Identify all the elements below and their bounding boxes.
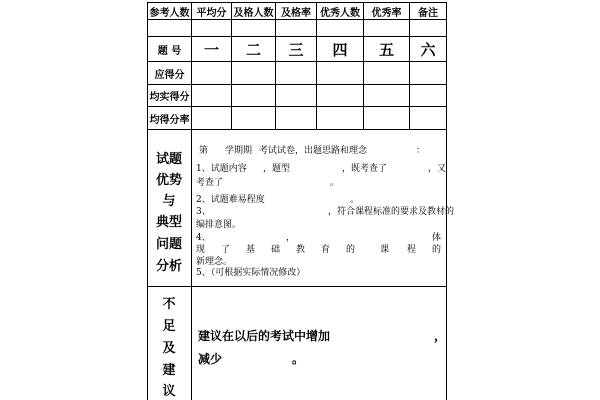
- analysis-text: ，: [286, 233, 296, 243]
- analysis-text: ，符合课程标准的要求及教材的: [328, 207, 455, 217]
- analysis-text: 了: [221, 245, 231, 255]
- header-pass-count: 及格人数: [233, 7, 274, 19]
- rule: [275, 2, 276, 129]
- header-pass-rate: 及格率: [281, 7, 311, 19]
- analysis-text: 础: [271, 245, 281, 255]
- label-char: 不: [162, 297, 176, 312]
- analysis-text: 编排意图。: [196, 220, 242, 230]
- label-char: 建: [162, 363, 176, 378]
- analysis-text: ，既考查了: [342, 164, 388, 174]
- rule: [147, 106, 447, 107]
- analysis-text: 1、试题内容: [196, 164, 247, 174]
- rule: [363, 2, 364, 129]
- analysis-text: 。: [350, 195, 360, 205]
- rule: [147, 61, 447, 62]
- header-remarks: 备注: [418, 7, 438, 19]
- analysis-text: 第: [199, 146, 209, 156]
- rule: [316, 2, 317, 129]
- label-char: 分析: [155, 259, 182, 274]
- analysis-text: 的: [432, 245, 442, 255]
- question-number: 一: [203, 40, 219, 59]
- analysis-text: ：: [416, 146, 426, 156]
- rule: [191, 2, 192, 400]
- suggestion-text: 。: [292, 352, 305, 366]
- label-char: 及: [162, 341, 176, 356]
- analysis-text: 基: [246, 245, 256, 255]
- row-label-expected-score: 应得分: [154, 69, 185, 81]
- analysis-text: 育: [321, 245, 331, 255]
- label-char: 优势: [155, 173, 182, 188]
- question-number: 五: [378, 40, 394, 59]
- label-char: 足: [162, 319, 176, 334]
- analysis-text: 新理念。: [196, 257, 233, 267]
- analysis-text: ，又: [428, 164, 447, 174]
- suggestion-text: 减少: [198, 352, 223, 366]
- rule: [409, 2, 410, 129]
- rule: [147, 84, 447, 85]
- analysis-text: 5、（可根据实际情况修改）: [196, 268, 306, 278]
- question-number: 三: [288, 40, 304, 59]
- header-average: 平均分: [196, 7, 227, 19]
- question-number: 六: [420, 40, 436, 59]
- header-excellent-count: 优秀人数: [320, 7, 360, 19]
- rule: [231, 2, 232, 129]
- suggestion-text: ，: [434, 329, 447, 343]
- analysis-text: 体: [432, 233, 442, 243]
- rule: [147, 129, 447, 130]
- suggestion-text: 建议在以后的考试中增加: [198, 329, 331, 343]
- label-char: 议: [162, 384, 176, 399]
- analysis-text: 教: [296, 245, 306, 255]
- analysis-text: 3、: [196, 207, 211, 217]
- header-excellent-rate: 优秀率: [371, 7, 402, 19]
- label-char: 与: [162, 194, 176, 209]
- analysis-text: 现: [196, 245, 206, 255]
- rule: [147, 286, 447, 287]
- analysis-text: 考试试卷，出题思路和理念: [259, 146, 368, 156]
- analysis-text: 4、: [196, 233, 211, 243]
- rule: [147, 19, 447, 20]
- question-number: 二: [245, 40, 261, 59]
- question-number: 四: [332, 40, 348, 59]
- analysis-text: 2、试题难易程度: [196, 195, 265, 205]
- analysis-text: 的: [346, 245, 356, 255]
- analysis-text: ，题型: [263, 164, 291, 174]
- analysis-text: 程: [407, 245, 417, 255]
- analysis-text: 课: [380, 245, 390, 255]
- question-number-label: 题 号: [157, 45, 182, 57]
- rule: [446, 2, 447, 400]
- analysis-text: 考查了: [196, 178, 224, 188]
- header-participants: 参考人数: [149, 7, 190, 19]
- row-label-actual-average: 均实得分: [149, 92, 190, 103]
- analysis-text: 。: [330, 178, 340, 188]
- label-char: 问题: [155, 237, 182, 252]
- label-char: 试题: [155, 152, 182, 167]
- analysis-text: 学期期: [225, 146, 253, 156]
- label-char: 典型: [155, 215, 182, 230]
- row-label-score-rate: 均得分率: [149, 114, 190, 126]
